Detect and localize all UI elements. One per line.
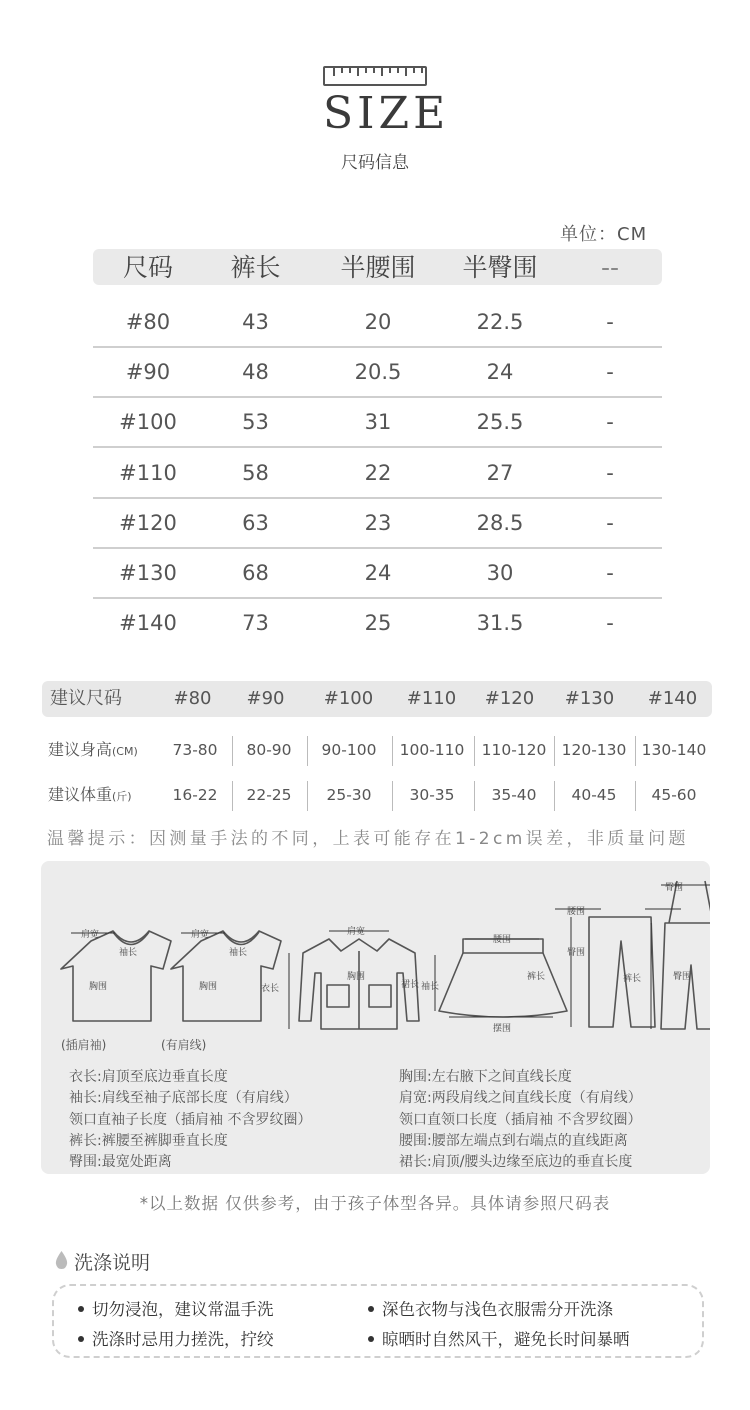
ruler-icon [323, 66, 427, 86]
size-table-cell: 24 [364, 561, 392, 585]
size-table-cell: - [606, 510, 614, 535]
diagram-label: 胸围 [89, 982, 108, 992]
diagram-label: 臀围 [567, 948, 586, 958]
diagram-label: 袖长 [421, 982, 440, 992]
size-table-header [93, 249, 662, 285]
size-table-cell: 30 [486, 561, 514, 585]
size-table-cell: 22.5 [476, 310, 524, 334]
size-table-cell: 20 [364, 310, 392, 334]
header-half-waist: 半腰围 [340, 253, 416, 282]
recommend-size: #140 [647, 688, 698, 709]
size-table-cell: #100 [119, 410, 177, 435]
diagram-label: 胸围 [199, 982, 218, 992]
height-label: 建议身高(CM) [48, 740, 138, 759]
height-cell: 120-130 [561, 741, 627, 759]
height-cell: 73-80 [172, 741, 218, 759]
size-table-cell: - [606, 410, 614, 435]
pants-icon [589, 917, 655, 1027]
size-table-cell: 53 [242, 410, 269, 435]
height-cell: 90-100 [321, 741, 377, 759]
diagram-label: 衣长 [261, 984, 280, 994]
tee-raglan-icon [61, 931, 171, 1021]
diagram-label: 裤长 [527, 972, 546, 982]
diagram-label: 肩宽 [81, 930, 100, 940]
size-table-cell: 43 [242, 310, 269, 334]
size-table-row [93, 348, 662, 398]
size-table-cell: 58 [242, 460, 269, 485]
diagram-label: 腰围 [567, 907, 586, 917]
size-table-cell: #130 [119, 561, 177, 585]
height-row [42, 730, 712, 770]
size-table-cell: - [606, 561, 614, 585]
measurement-panel [41, 861, 710, 1174]
size-table-cell: 31.5 [476, 611, 524, 636]
water-drop-icon [54, 1250, 69, 1270]
recommend-size: #130 [564, 688, 615, 709]
garment-diagrams [41, 861, 710, 1061]
header-pants-length: 裤长 [230, 253, 281, 282]
caption-shoulder-line: (有肩线) [161, 1038, 207, 1052]
height-cell: 110-120 [481, 741, 547, 759]
recommend-size: #100 [323, 688, 374, 709]
weight-label: 建议体重(斤) [48, 785, 132, 804]
weight-cell: 25-30 [326, 786, 372, 804]
diagram-label: 胸围 [347, 972, 366, 982]
wash-item: 切勿浸泡，建议常温手洗 [78, 1296, 274, 1320]
page-subtitle: 尺码信息 [341, 153, 409, 173]
size-table-cell: 28.5 [476, 510, 524, 535]
size-table-cell: 68 [242, 561, 269, 585]
diagram-label: 裙长 [401, 980, 420, 990]
size-table-cell: 24 [486, 360, 514, 385]
size-table-row [93, 599, 662, 649]
diagram-label: 肩宽 [347, 927, 366, 937]
size-table-cell: 25.5 [476, 410, 524, 435]
diagram-label: 臀围 [673, 972, 692, 982]
size-table-cell: #140 [119, 611, 177, 636]
size-table-cell: #110 [119, 460, 177, 485]
size-table-cell: 23 [364, 510, 392, 535]
size-table-cell: 27 [486, 460, 514, 485]
recommend-header-label: 建议尺码 [50, 688, 122, 709]
header-empty: -- [600, 253, 620, 282]
size-table-row [93, 298, 662, 348]
recommend-size: #80 [173, 688, 212, 709]
descriptions-left: 衣长:肩顶至底边垂直长度 袖长:肩线至袖子底部长度（有肩线） 领口直袖子长度（插肩袖 不含罗纹圈） 裤长:裤腰至裤脚垂直长度 臀围:最宽处距离 [69, 1069, 312, 1171]
diagram-label: 袖长 [119, 948, 138, 958]
wash-item: 洗涤时忌用力搓洗，拧绞 [78, 1326, 274, 1350]
diagram-label: 臀围 [665, 883, 684, 893]
size-logo [323, 64, 450, 174]
size-table-row [93, 449, 662, 499]
weight-cell: 16-22 [172, 786, 218, 804]
size-table-row [93, 499, 662, 549]
size-table-cell: 31 [364, 410, 392, 435]
diagram-label: 肩宽 [191, 930, 210, 940]
size-table-cell: 22 [364, 460, 392, 485]
height-cell: 100-110 [399, 741, 465, 759]
size-table-cell: 63 [242, 510, 269, 535]
wash-item: 深色衣物与浅色衣服需分开洗涤 [368, 1296, 613, 1320]
diagram-label: 腰围 [493, 935, 512, 945]
page-title: SIZE [323, 88, 450, 139]
recommend-size: #110 [406, 688, 457, 709]
height-cell: 130-140 [641, 741, 707, 759]
size-table-cell: 48 [242, 360, 269, 385]
weight-cell: 30-35 [409, 786, 455, 804]
size-table-cell: #90 [125, 360, 171, 385]
wash-box [52, 1284, 704, 1358]
wash-title: 洗涤说明 [74, 1248, 150, 1275]
reference-note: *以上数据 仅供参考，由于孩子体型各异。具体请参照尺码表 [139, 1194, 611, 1213]
size-table-cell: #80 [125, 310, 171, 334]
header-size: 尺码 [122, 253, 173, 282]
size-table-row [93, 398, 662, 448]
size-table-row [93, 549, 662, 599]
descriptions-right: 胸围:左右腋下之间直线长度 肩宽:两段肩线之间直线长度（有肩线） 领口直领口长度（插肩袖 不含罗纹圈） 腰围:腰部左端点到右端点的直线距离 裙长:肩顶/腰头边缘至底边的垂直长度 [399, 1069, 642, 1171]
size-table-cell: - [606, 360, 614, 385]
tee-shoulder-icon [171, 931, 281, 1021]
weight-row [42, 775, 712, 815]
diagram-label: 袖长 [229, 948, 248, 958]
size-table-cell: 73 [242, 611, 269, 636]
size-table-cell: 20.5 [354, 360, 402, 385]
diagram-label: 摆围 [493, 1024, 512, 1034]
size-table-cell: - [606, 611, 614, 636]
size-table-cell: 25 [364, 611, 392, 636]
caption-raglan: (插肩袖) [61, 1038, 107, 1052]
header-half-hip: 半臀围 [462, 253, 538, 282]
weight-cell: 22-25 [246, 786, 292, 804]
recommend-header [42, 681, 712, 717]
diagram-label: 裤长 [623, 974, 642, 984]
measurement-tip: 温馨提示：因测量手法的不同，上表可能存在1-2cm误差，非质量问题 [47, 829, 689, 849]
recommend-size: #120 [484, 688, 535, 709]
unit-label: 单位：CM [560, 224, 648, 245]
size-table-cell: - [606, 310, 614, 334]
weight-cell: 45-60 [651, 786, 697, 804]
recommend-size: #90 [246, 688, 285, 709]
weight-cell: 35-40 [491, 786, 537, 804]
size-table-cell: #120 [119, 510, 177, 535]
wash-item: 晾晒时自然风干，避免长时间暴晒 [368, 1326, 630, 1350]
height-cell: 80-90 [246, 741, 292, 759]
size-table-cell: - [606, 460, 614, 485]
weight-cell: 40-45 [571, 786, 617, 804]
